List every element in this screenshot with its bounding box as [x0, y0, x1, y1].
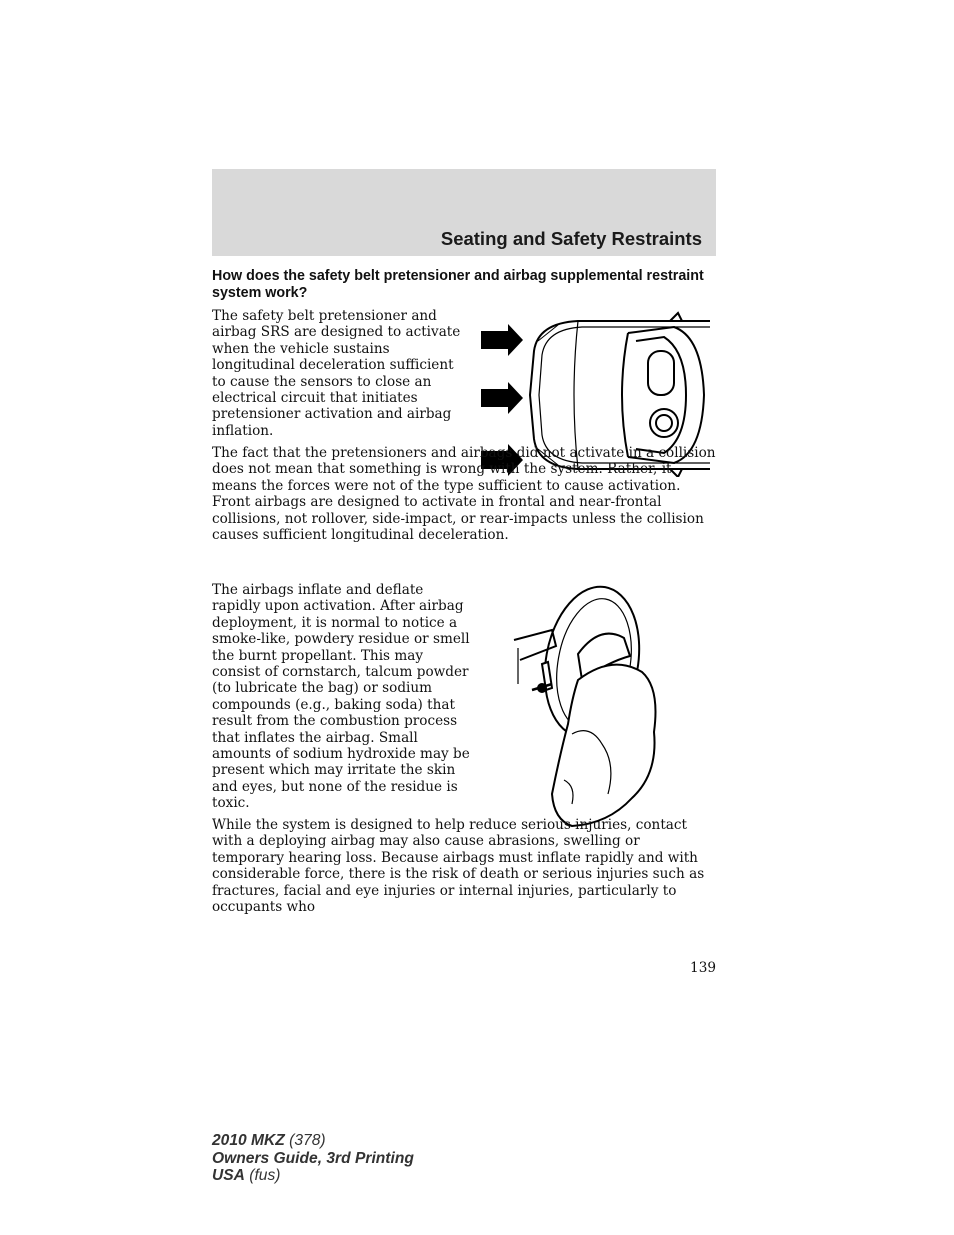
footer-line-1	[212, 1132, 414, 1150]
footer-model: 2010 MKZ	[212, 1132, 285, 1149]
section-title: Seating and Safety Restraints	[440, 228, 702, 249]
paragraph-2: The fact that the pretensioners and airbags did not activate in a collision does not mean that something is wrong with the system. Rather, it means the forces were not of the type sufficient to cause activation. Front airbags are designed to activate in frontal and near-frontal collisions, not rollover, side-impact, or rear-impacts unless the collision causes sufficient longitudinal deceleration.	[212, 445, 716, 544]
paragraph-3: The airbags inflate and deflate rapidly upon activation. After airbag deployment, it is normal to notice a smoke-like, powdery residue or smell the burnt propellant. This may consist of cornstarch, talcum powder (to lubricate the bag) or sodium compounds (e.g., baking soda) that result from the combustion process that inflates the airbag. Small amounts of sodium hydroxide may be present which may irritate the skin and eyes, but none of the residue is toxic.	[212, 582, 470, 812]
paragraph-4: While the system is designed to help reduce serious injuries, contact with a deploying airbag may also cause abrasions, swelling or temporary hearing loss. Because airbags must inflate rapidly and with considerable force, there is the risk of death or serious injuries such as fractures, facial and eye injuries or internal injuries, particularly to occupants who	[212, 817, 705, 916]
deployed-airbag-illustration	[512, 584, 662, 828]
impact-arrow-top	[481, 324, 523, 356]
impact-arrow-middle	[481, 382, 523, 414]
footer-guide: Owners Guide, 3rd Printing	[212, 1149, 414, 1167]
footer-market: USA	[212, 1167, 245, 1184]
footer-market-code: (fus)	[249, 1167, 281, 1184]
section-header-band	[212, 169, 716, 256]
footer-model-code: (378)	[289, 1132, 326, 1149]
question-heading: How does the safety belt pretensioner and airbag supplemental restraint system work?	[212, 268, 704, 301]
paragraph-1: The safety belt pretensioner and airbag SRS are designed to activate when the vehicle sustains longitudinal deceleration sufficient to cause the sensors to close an electrical circuit that initiates pretensioner activation and airbag inflation.	[212, 308, 461, 439]
footer-edition-info	[212, 1132, 414, 1185]
page-number: 139	[690, 960, 716, 976]
footer-line-3	[212, 1167, 414, 1185]
